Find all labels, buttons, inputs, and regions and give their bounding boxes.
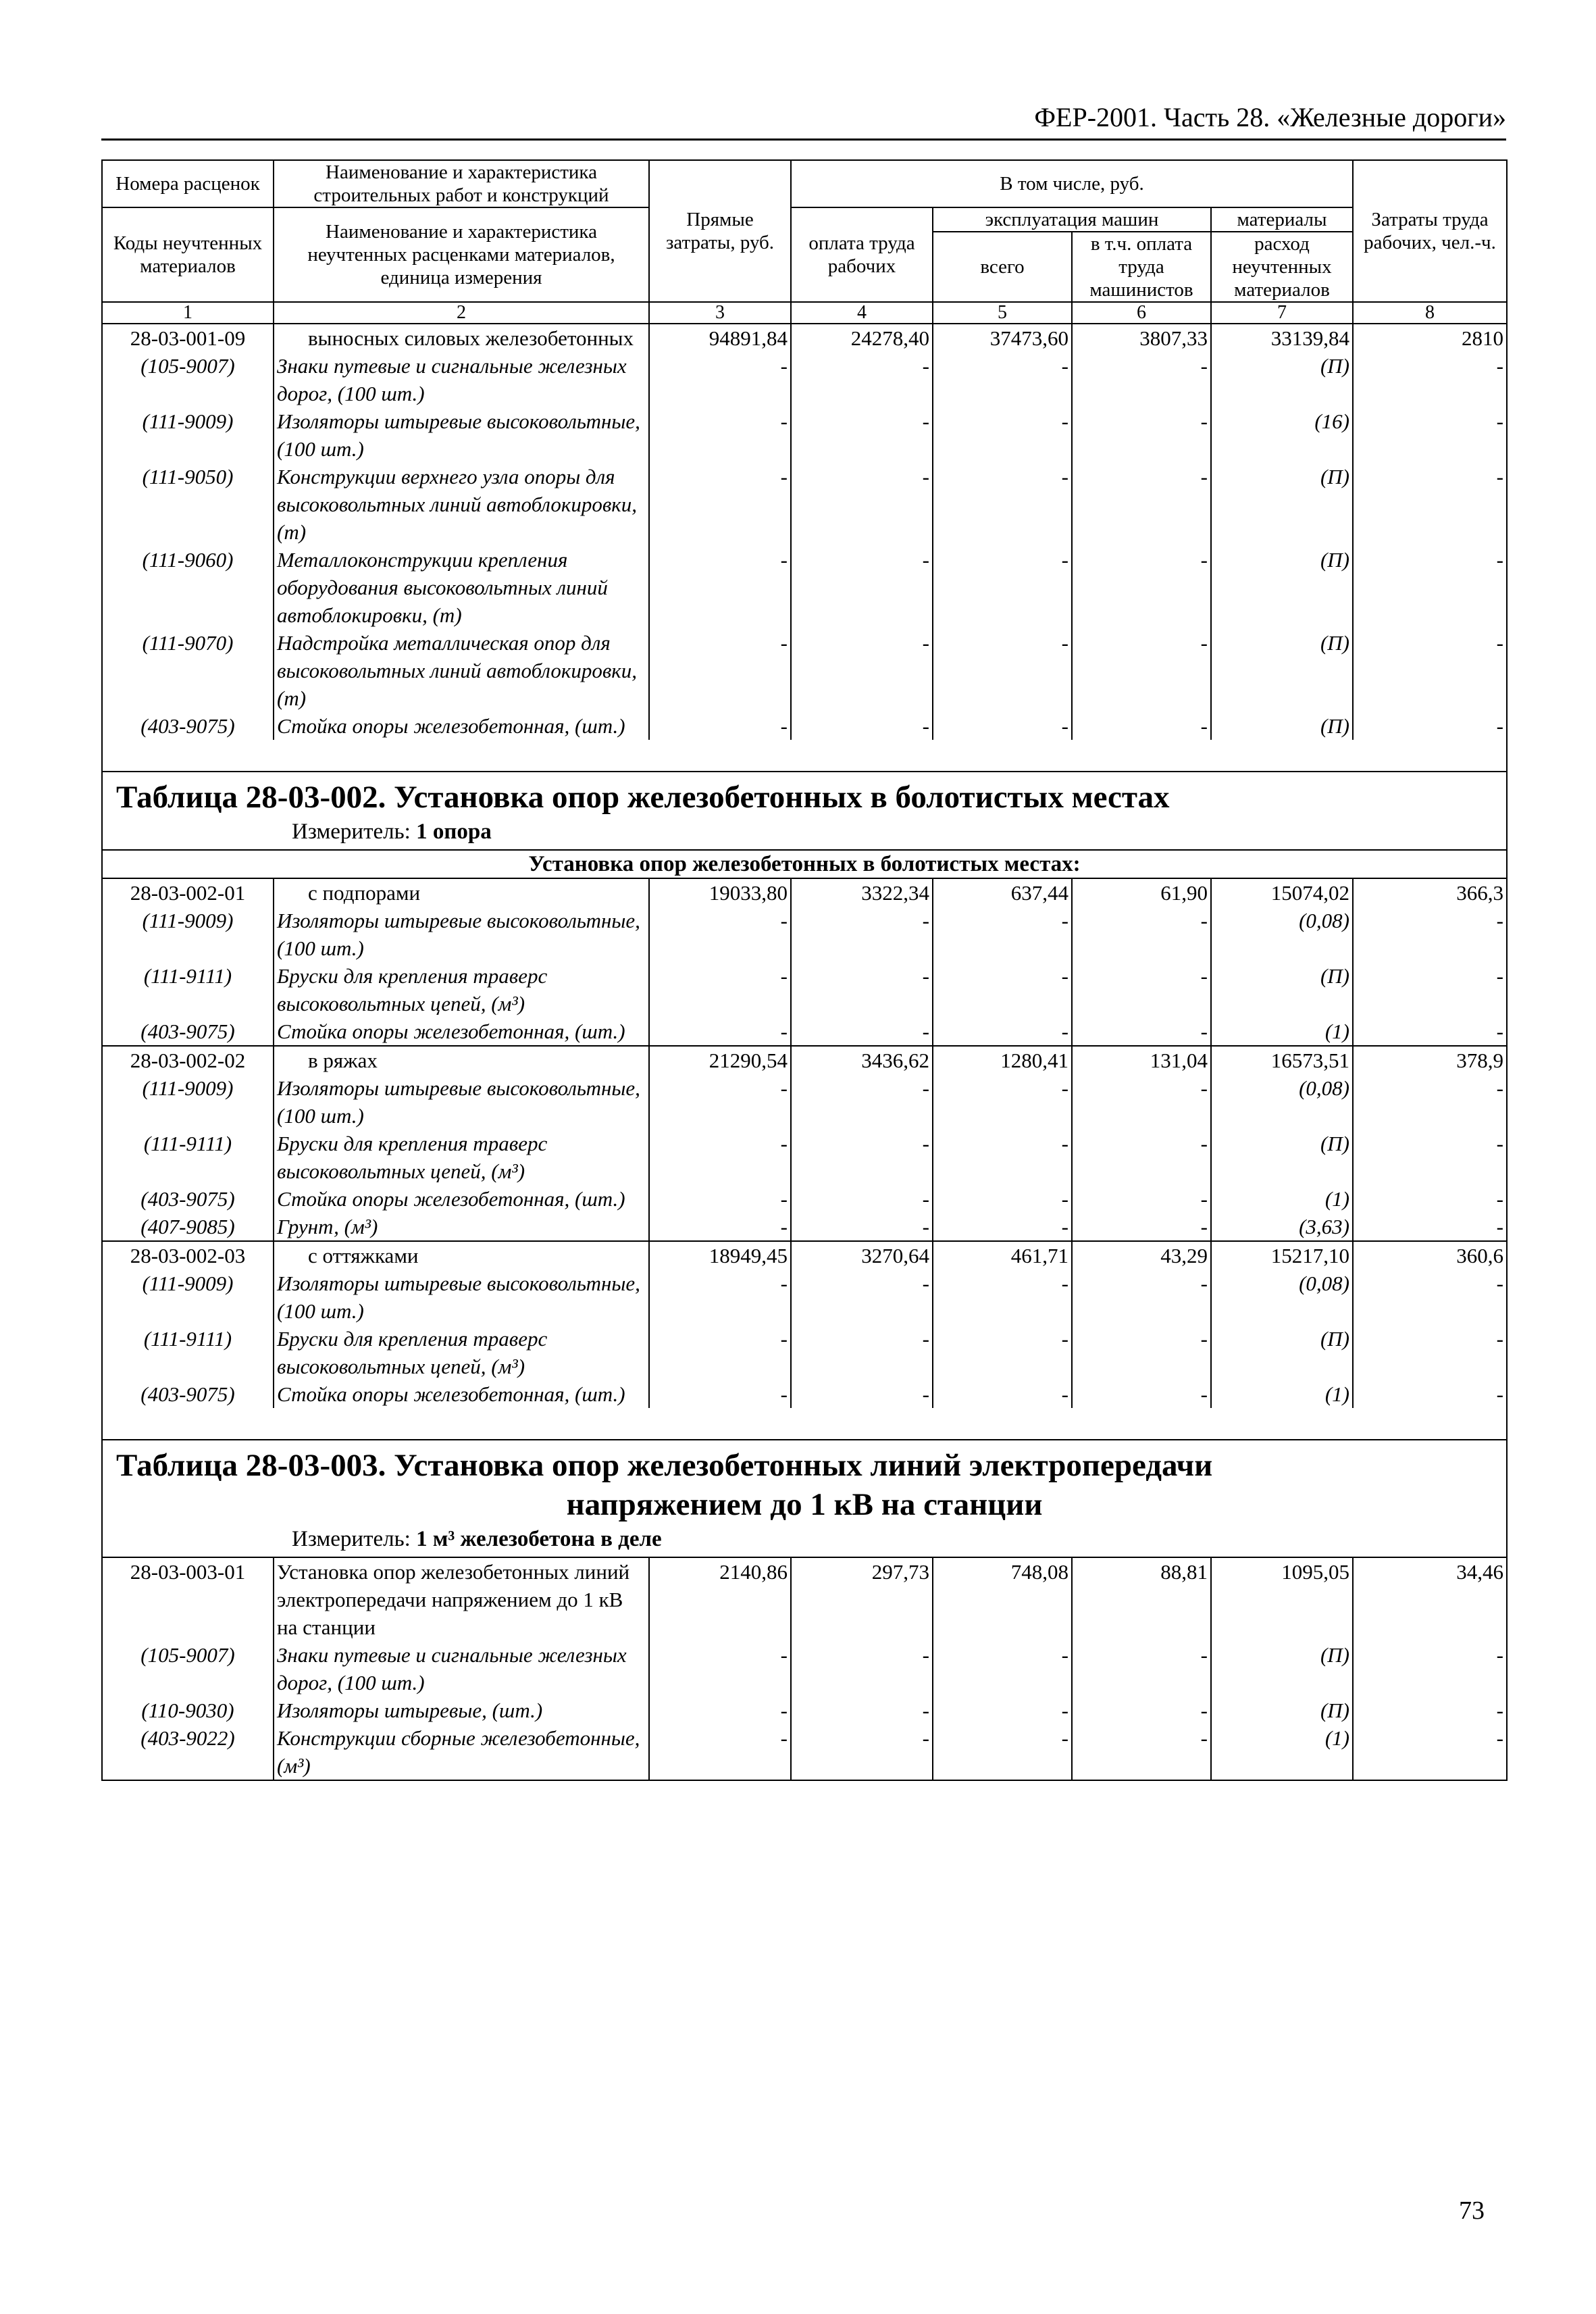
work-name: с подпорами	[274, 878, 649, 907]
direct-costs: -	[649, 907, 791, 962]
table-row	[102, 1074, 1507, 1130]
table-row	[102, 407, 1507, 463]
table-row	[102, 1325, 1507, 1380]
group-title: Установка опор железобетонных в болотистых местах:	[102, 850, 1507, 878]
worker-pay: -	[791, 546, 933, 629]
meter-value: 1 опора	[416, 820, 492, 844]
direct-costs: -	[649, 352, 791, 407]
direct-costs: -	[649, 1130, 791, 1185]
col-header-machinist-pay: в т.ч. оплата труда машинистов	[1072, 232, 1211, 302]
col-header-name-top: Наименование и характеристика строительных работ и конструкций	[274, 160, 649, 207]
machines-total: 748,08	[933, 1557, 1072, 1641]
machinist-pay: -	[1072, 1017, 1211, 1046]
machinist-pay: -	[1072, 1213, 1211, 1241]
material-usage: (П)	[1211, 712, 1353, 740]
material-name: Стойка опоры железобетонная, (шт.)	[274, 1380, 649, 1408]
worker-pay: -	[791, 1130, 933, 1185]
col-header-name-bottom: Наименование и характеристика неучтенных расценками материалов, единица измерения	[274, 207, 649, 302]
material-name: Изоляторы штыревые, (шт.)	[274, 1696, 649, 1724]
direct-costs: -	[649, 1325, 791, 1380]
section-heading	[102, 772, 1507, 850]
machines-total: -	[933, 546, 1072, 629]
table-row	[102, 1017, 1507, 1046]
col-header-including: В том числе, руб.	[791, 160, 1353, 207]
machinist-pay: -	[1072, 962, 1211, 1017]
material-name: Изоляторы штыревые высоковольтные, (100 шт.)	[274, 907, 649, 962]
meter-label: Измеритель:	[292, 820, 411, 844]
labor-costs: -	[1353, 1213, 1507, 1241]
material-usage: (П)	[1211, 1641, 1353, 1696]
worker-pay: -	[791, 463, 933, 546]
worker-pay: -	[791, 962, 933, 1017]
machinist-pay: -	[1072, 407, 1211, 463]
table-row	[102, 1641, 1507, 1696]
material-usage: (П)	[1211, 463, 1353, 546]
machines-total: -	[933, 1724, 1072, 1780]
machinist-pay: -	[1072, 1696, 1211, 1724]
material-code: (110-9030)	[102, 1696, 274, 1724]
work-name: с оттяжками	[274, 1241, 649, 1269]
worker-pay: -	[791, 907, 933, 962]
direct-costs: -	[649, 1641, 791, 1696]
machines-total: -	[933, 1017, 1072, 1046]
labor-costs: 378,9	[1353, 1046, 1507, 1074]
machinist-pay: -	[1072, 1325, 1211, 1380]
machines-total: 637,44	[933, 878, 1072, 907]
direct-costs: 2140,86	[649, 1557, 791, 1641]
material-code: (111-9009)	[102, 407, 274, 463]
machines-total: -	[933, 1696, 1072, 1724]
table-row	[102, 1696, 1507, 1724]
machinist-pay: 61,90	[1072, 878, 1211, 907]
material-name: Конструкции верхнего узла опоры для высоковольтных линий автоблокировки, (т)	[274, 463, 649, 546]
machinist-pay: -	[1072, 629, 1211, 712]
meter-label: Измеритель:	[292, 1527, 411, 1551]
labor-costs: 366,3	[1353, 878, 1507, 907]
machines-total: 37473,60	[933, 324, 1072, 352]
table-header	[102, 160, 1507, 324]
material-name: Стойка опоры железобетонная, (шт.)	[274, 712, 649, 740]
material-code: (403-9022)	[102, 1724, 274, 1780]
material-code: (403-9075)	[102, 1185, 274, 1213]
machinist-pay: -	[1072, 1724, 1211, 1780]
machines-total: -	[933, 962, 1072, 1017]
machines-total: -	[933, 1130, 1072, 1185]
material-name: Бруски для крепления траверс высоковольтных цепей, (м³)	[274, 1325, 649, 1380]
running-header: ФЕР-2001. Часть 28. «Железные дороги»	[101, 101, 1506, 141]
material-code: (111-9070)	[102, 629, 274, 712]
col-header-material-usage: расход неучтенных материалов	[1211, 232, 1353, 302]
table-row	[102, 1046, 1507, 1074]
machines-total: -	[933, 352, 1072, 407]
worker-pay: -	[791, 1380, 933, 1408]
machines-total: -	[933, 1325, 1072, 1380]
worker-pay: -	[791, 712, 933, 740]
machinist-pay: -	[1072, 352, 1211, 407]
material-name: Изоляторы штыревые высоковольтные, (100 шт.)	[274, 1269, 649, 1325]
work-name: Установка опор железобетонных линий электропередачи напряжением до 1 кВ на станции	[274, 1557, 649, 1641]
material-code: (105-9007)	[102, 1641, 274, 1696]
materials-cost: 15217,10	[1211, 1241, 1353, 1269]
worker-pay: -	[791, 1074, 933, 1130]
machines-total: -	[933, 1213, 1072, 1241]
table-row	[102, 324, 1507, 352]
col-header-codes-bottom: Коды неучтенных материалов	[102, 207, 274, 302]
material-code: (111-9009)	[102, 1074, 274, 1130]
worker-pay: -	[791, 629, 933, 712]
table-row	[102, 712, 1507, 740]
material-name: Конструкции сборные железобетонные, (м³)	[274, 1724, 649, 1780]
machinist-pay: -	[1072, 1074, 1211, 1130]
material-name: Изоляторы штыревые высоковольтные, (100 шт.)	[274, 1074, 649, 1130]
material-usage: (16)	[1211, 407, 1353, 463]
labor-costs: -	[1353, 546, 1507, 629]
col-header-labor-costs: Затраты труда рабочих, чел.-ч.	[1353, 160, 1507, 302]
material-usage: (0,08)	[1211, 907, 1353, 962]
col-number: 7	[1211, 302, 1353, 324]
table-title: Таблица 28-03-002. Установка опор железобетонных в болотистых местах	[116, 780, 1170, 815]
direct-costs: -	[649, 1724, 791, 1780]
material-code: (111-9050)	[102, 463, 274, 546]
table-title-line2: напряжением до 1 кВ на станции	[566, 1487, 1043, 1522]
col-number: 1	[102, 302, 274, 324]
material-name: Стойка опоры железобетонная, (шт.)	[274, 1017, 649, 1046]
material-code: (403-9075)	[102, 1017, 274, 1046]
labor-costs: -	[1353, 1269, 1507, 1325]
worker-pay: -	[791, 1325, 933, 1380]
table-row	[102, 352, 1507, 407]
materials-cost: 33139,84	[1211, 324, 1353, 352]
worker-pay: -	[791, 1724, 933, 1780]
machinist-pay: 88,81	[1072, 1557, 1211, 1641]
machinist-pay: -	[1072, 1641, 1211, 1696]
direct-costs: 94891,84	[649, 324, 791, 352]
labor-costs: -	[1353, 962, 1507, 1017]
direct-costs: -	[649, 407, 791, 463]
col-number: 8	[1353, 302, 1507, 324]
labor-costs: -	[1353, 1074, 1507, 1130]
meter-line	[103, 817, 1506, 849]
worker-pay: -	[791, 1213, 933, 1241]
material-code: (403-9075)	[102, 1380, 274, 1408]
material-name: Знаки путевые и сигнальные железных дорог, (100 шт.)	[274, 352, 649, 407]
labor-costs: -	[1353, 1017, 1507, 1046]
labor-costs: -	[1353, 463, 1507, 546]
worker-pay: -	[791, 1696, 933, 1724]
price-table	[101, 159, 1508, 1781]
material-usage: (0,08)	[1211, 1074, 1353, 1130]
meter-value: 1 м³ железобетона в деле	[416, 1527, 662, 1551]
worker-pay: -	[791, 1269, 933, 1325]
material-code: (111-9111)	[102, 1325, 274, 1380]
labor-costs: -	[1353, 1325, 1507, 1380]
table-row	[102, 1269, 1507, 1325]
worker-pay: -	[791, 1185, 933, 1213]
machines-total: -	[933, 1380, 1072, 1408]
material-usage: (1)	[1211, 1185, 1353, 1213]
col-number: 4	[791, 302, 933, 324]
work-name: выносных силовых железобетонных	[274, 324, 649, 352]
table-row	[102, 1380, 1507, 1408]
material-usage: (1)	[1211, 1724, 1353, 1780]
material-usage: (П)	[1211, 546, 1353, 629]
direct-costs: -	[649, 463, 791, 546]
page-number: 73	[1459, 2196, 1485, 2225]
machinist-pay: -	[1072, 907, 1211, 962]
machines-total: -	[933, 629, 1072, 712]
col-header-direct-costs: Прямые затраты, руб.	[649, 160, 791, 302]
labor-costs: -	[1353, 352, 1507, 407]
table-title-line1: Таблица 28-03-003. Установка опор железобетонных линий электропередачи	[116, 1448, 1213, 1483]
col-header-machines: эксплуатация машин	[933, 207, 1211, 232]
direct-costs: -	[649, 1074, 791, 1130]
machinist-pay: -	[1072, 1380, 1211, 1408]
machinist-pay: -	[1072, 1130, 1211, 1185]
material-code: (407-9085)	[102, 1213, 274, 1241]
machinist-pay: -	[1072, 1269, 1211, 1325]
table-row	[102, 1213, 1507, 1241]
labor-costs: -	[1353, 1380, 1507, 1408]
col-number: 5	[933, 302, 1072, 324]
material-name: Бруски для крепления траверс высоковольтных цепей, (м³)	[274, 1130, 649, 1185]
col-number: 3	[649, 302, 791, 324]
table-row	[102, 629, 1507, 712]
machines-total: -	[933, 907, 1072, 962]
labor-costs: -	[1353, 1724, 1507, 1780]
material-usage: (3,63)	[1211, 1213, 1353, 1241]
worker-pay: -	[791, 407, 933, 463]
table-row	[102, 1557, 1507, 1641]
direct-costs: -	[649, 712, 791, 740]
material-code: (111-9111)	[102, 962, 274, 1017]
machinist-pay: 131,04	[1072, 1046, 1211, 1074]
machinist-pay: 3807,33	[1072, 324, 1211, 352]
meter-line	[103, 1524, 1506, 1557]
worker-pay: 3270,64	[791, 1241, 933, 1269]
col-header-codes-top: Номера расценок	[102, 160, 274, 207]
direct-costs: -	[649, 962, 791, 1017]
machines-total: -	[933, 1185, 1072, 1213]
rate-code: 28-03-002-02	[102, 1046, 274, 1074]
section-heading	[102, 1440, 1507, 1557]
col-header-machines-total: всего	[933, 232, 1072, 302]
machines-total: 461,71	[933, 1241, 1072, 1269]
direct-costs: -	[649, 629, 791, 712]
material-code: (111-9060)	[102, 546, 274, 629]
labor-costs: -	[1353, 629, 1507, 712]
work-name: в ряжах	[274, 1046, 649, 1074]
labor-costs: -	[1353, 1641, 1507, 1696]
machinist-pay: -	[1072, 1185, 1211, 1213]
direct-costs: 21290,54	[649, 1046, 791, 1074]
direct-costs: 19033,80	[649, 878, 791, 907]
machinist-pay: 43,29	[1072, 1241, 1211, 1269]
table-row	[102, 962, 1507, 1017]
material-usage: (П)	[1211, 352, 1353, 407]
table-row	[102, 1724, 1507, 1780]
machinist-pay: -	[1072, 712, 1211, 740]
labor-costs: -	[1353, 407, 1507, 463]
material-usage: (П)	[1211, 1325, 1353, 1380]
direct-costs: 18949,45	[649, 1241, 791, 1269]
machines-total: -	[933, 407, 1072, 463]
labor-costs: 34,46	[1353, 1557, 1507, 1641]
labor-costs: -	[1353, 1185, 1507, 1213]
material-usage: (1)	[1211, 1017, 1353, 1046]
col-number: 6	[1072, 302, 1211, 324]
worker-pay: -	[791, 1641, 933, 1696]
labor-costs: 360,6	[1353, 1241, 1507, 1269]
material-code: (111-9111)	[102, 1130, 274, 1185]
direct-costs: -	[649, 1017, 791, 1046]
material-usage: (П)	[1211, 1130, 1353, 1185]
material-code: (105-9007)	[102, 352, 274, 407]
direct-costs: -	[649, 1269, 791, 1325]
table-row	[102, 1130, 1507, 1185]
machines-total: -	[933, 1074, 1072, 1130]
direct-costs: -	[649, 546, 791, 629]
material-code: (403-9075)	[102, 712, 274, 740]
direct-costs: -	[649, 1380, 791, 1408]
materials-cost: 16573,51	[1211, 1046, 1353, 1074]
rate-code: 28-03-002-01	[102, 878, 274, 907]
worker-pay: 3436,62	[791, 1046, 933, 1074]
table-row	[102, 1185, 1507, 1213]
material-name: Знаки путевые и сигнальные железных дорог, (100 шт.)	[274, 1641, 649, 1696]
table-row	[102, 546, 1507, 629]
col-header-worker-pay: оплата труда рабочих	[791, 207, 933, 302]
group-heading	[102, 850, 1507, 878]
material-usage: (П)	[1211, 962, 1353, 1017]
direct-costs: -	[649, 1696, 791, 1724]
worker-pay: 3322,34	[791, 878, 933, 907]
labor-costs: -	[1353, 1130, 1507, 1185]
machines-total: 1280,41	[933, 1046, 1072, 1074]
table-row	[102, 878, 1507, 907]
materials-cost: 1095,05	[1211, 1557, 1353, 1641]
direct-costs: -	[649, 1185, 791, 1213]
material-usage: (1)	[1211, 1380, 1353, 1408]
material-name: Металлоконструкции крепления оборудования высоковольтных линий автоблокировки, (т)	[274, 546, 649, 629]
direct-costs: -	[649, 1213, 791, 1241]
rate-code: 28-03-003-01	[102, 1557, 274, 1641]
worker-pay: -	[791, 352, 933, 407]
material-usage: (П)	[1211, 629, 1353, 712]
machines-total: -	[933, 1269, 1072, 1325]
machines-total: -	[933, 712, 1072, 740]
col-number: 2	[274, 302, 649, 324]
machines-total: -	[933, 1641, 1072, 1696]
material-code: (111-9009)	[102, 1269, 274, 1325]
machinist-pay: -	[1072, 463, 1211, 546]
labor-costs: -	[1353, 1696, 1507, 1724]
worker-pay: 297,73	[791, 1557, 933, 1641]
table-row	[102, 1241, 1507, 1269]
material-name: Грунт, (м³)	[274, 1213, 649, 1241]
labor-costs: -	[1353, 907, 1507, 962]
rate-code: 28-03-001-09	[102, 324, 274, 352]
machines-total: -	[933, 463, 1072, 546]
worker-pay: 24278,40	[791, 324, 933, 352]
rate-code: 28-03-002-03	[102, 1241, 274, 1269]
labor-costs: -	[1353, 712, 1507, 740]
material-name: Бруски для крепления траверс высоковольтных цепей, (м³)	[274, 962, 649, 1017]
materials-cost: 15074,02	[1211, 878, 1353, 907]
labor-costs: 2810	[1353, 324, 1507, 352]
material-code: (111-9009)	[102, 907, 274, 962]
col-header-materials: материалы	[1211, 207, 1353, 232]
machinist-pay: -	[1072, 546, 1211, 629]
material-name: Стойка опоры железобетонная, (шт.)	[274, 1185, 649, 1213]
table-row	[102, 907, 1507, 962]
worker-pay: -	[791, 1017, 933, 1046]
material-usage: (0,08)	[1211, 1269, 1353, 1325]
material-name: Изоляторы штыревые высоковольтные, (100 шт.)	[274, 407, 649, 463]
table-row	[102, 463, 1507, 546]
material-usage: (П)	[1211, 1696, 1353, 1724]
material-name: Надстройка металлическая опор для высоковольтных линий автоблокировки, (т)	[274, 629, 649, 712]
